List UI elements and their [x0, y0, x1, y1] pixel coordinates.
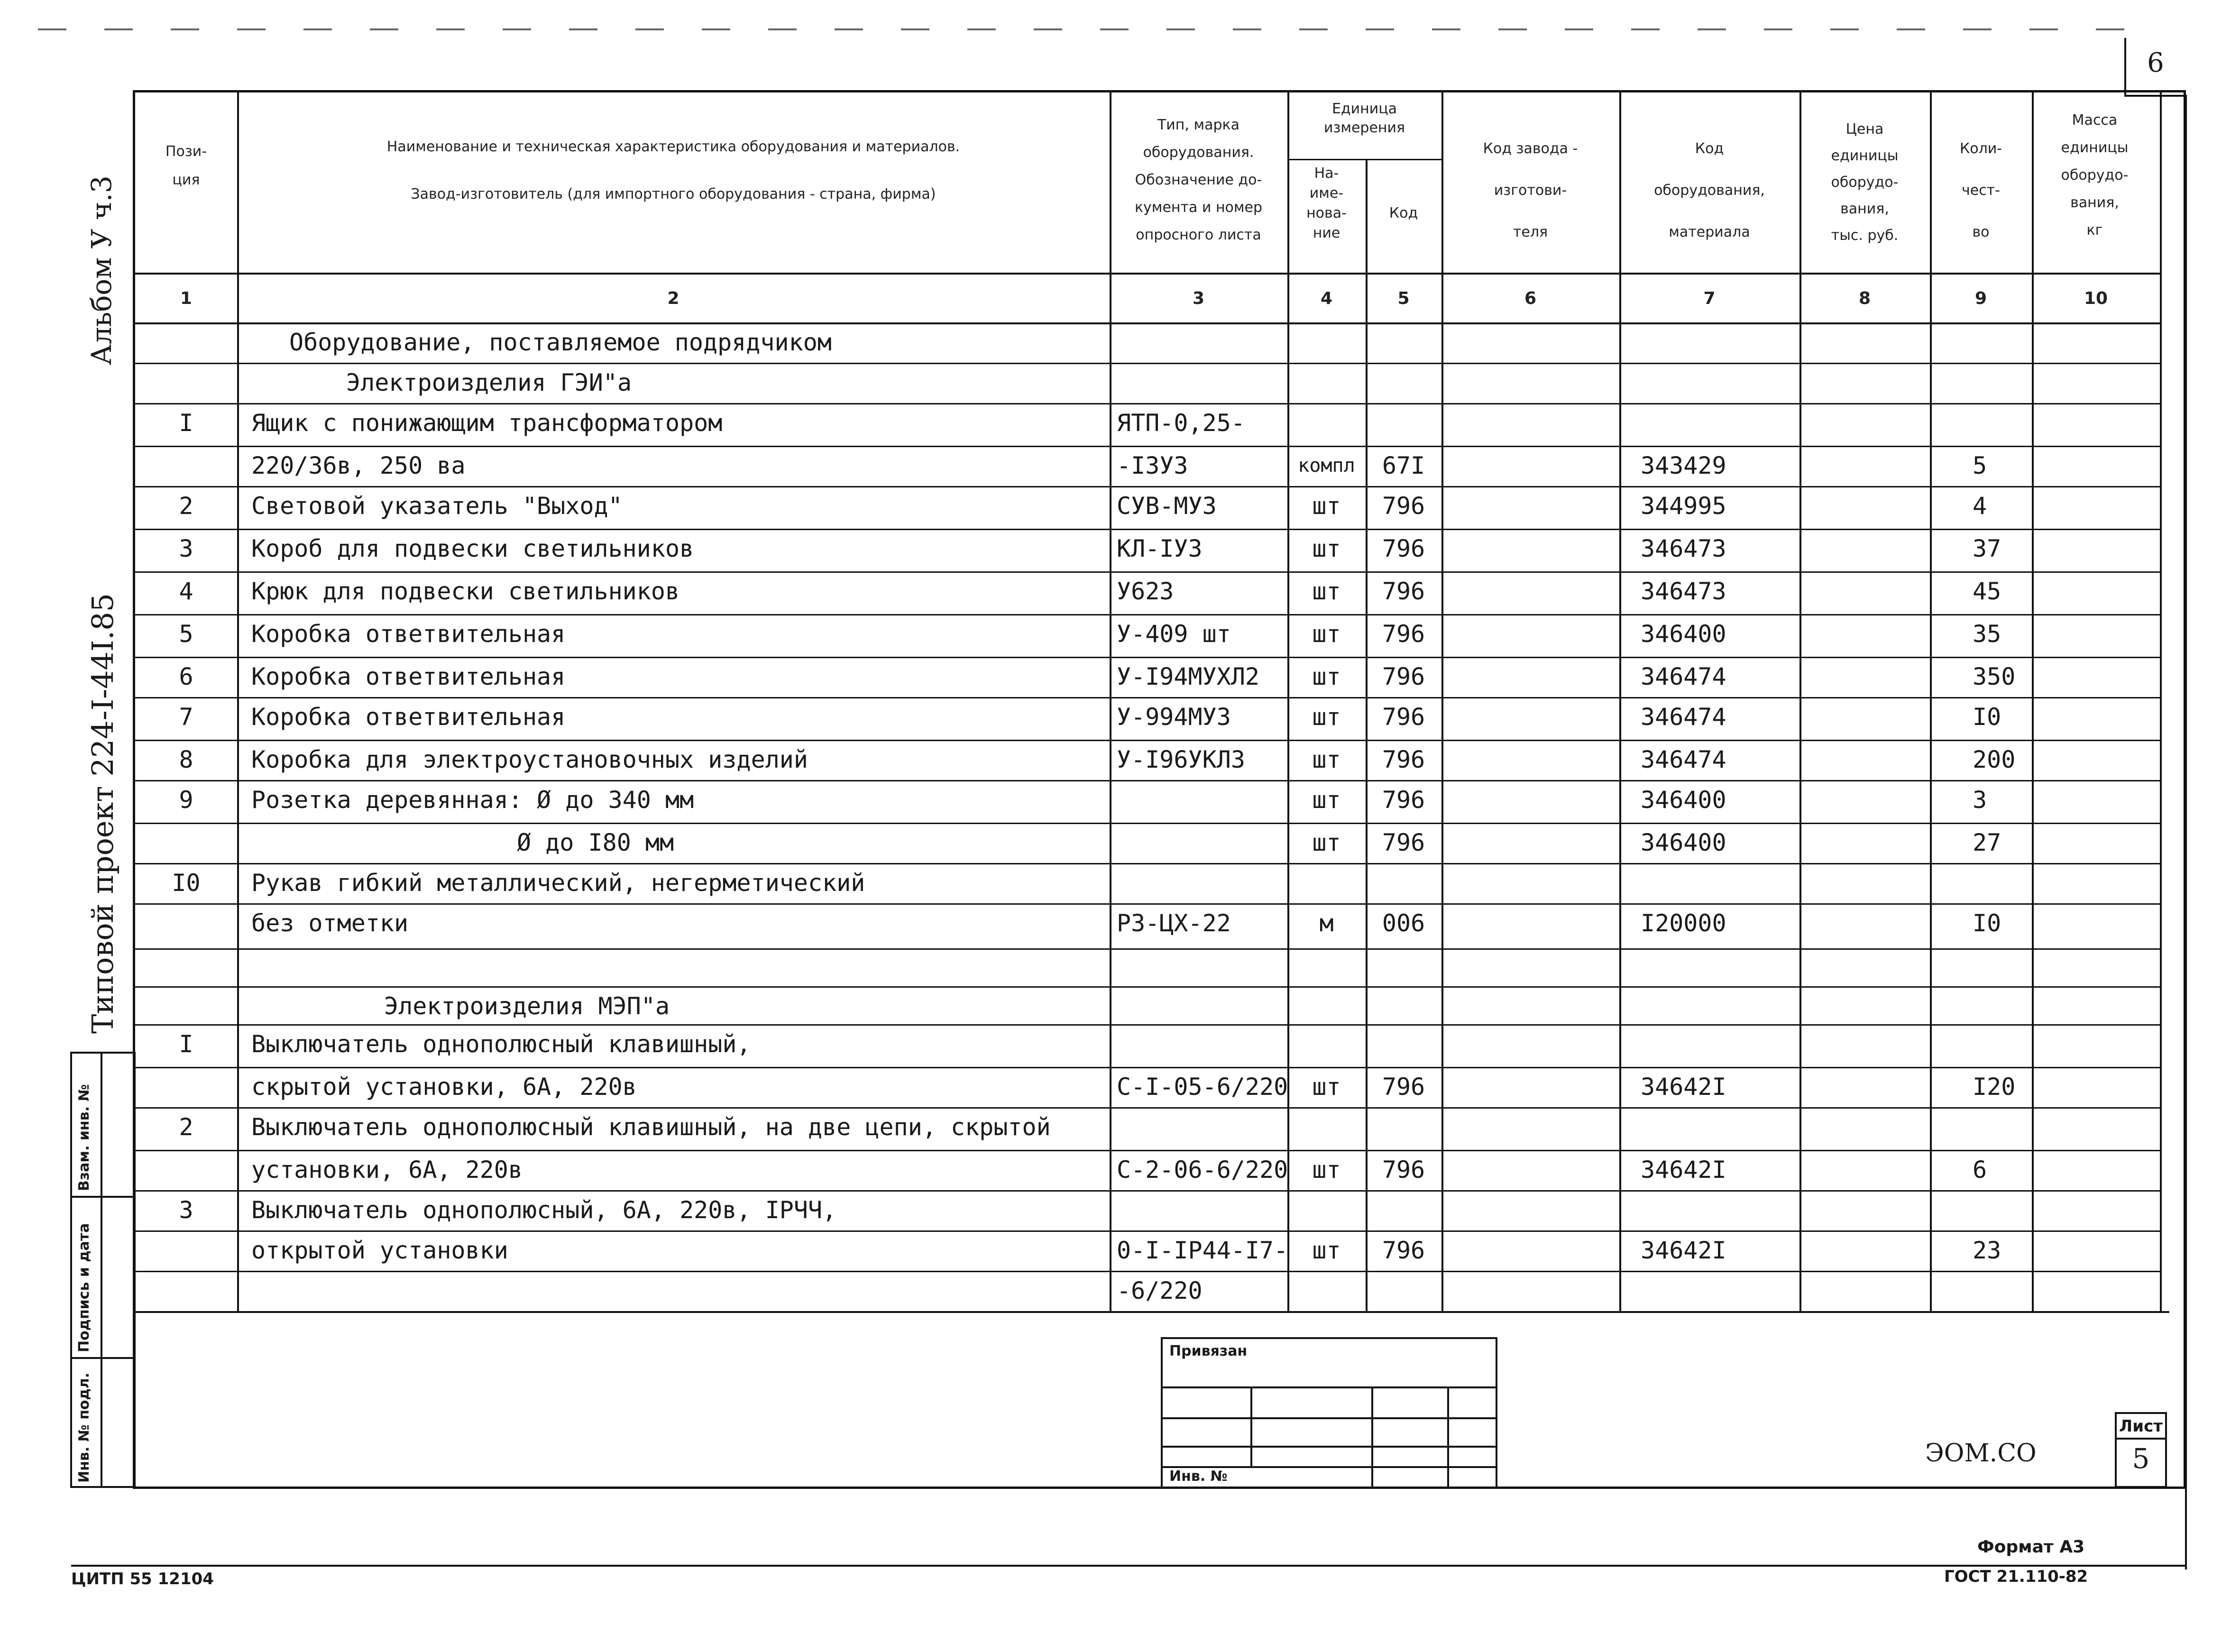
stamp-label-vzam: Взам. инв. №: [76, 1084, 92, 1191]
row-6-type: У623: [1117, 578, 1174, 605]
column-number: 2: [667, 289, 679, 308]
left-stamp-strip: [70, 1052, 136, 1488]
row-11-pos: 9: [179, 786, 193, 814]
row-20-qty: 6: [1973, 1156, 1987, 1184]
table-rule: [135, 322, 2160, 324]
row-rule: [135, 863, 2160, 864]
table-bottom-rule: [135, 1311, 2169, 1313]
row-rule: [135, 903, 2160, 905]
inv-no-label: Инв. №: [1169, 1468, 1228, 1485]
row-9-name: Коробка ответвительная: [251, 703, 566, 731]
header-col5: Код: [1389, 205, 1418, 221]
header-col2-line1: Наименование и техническая характеристика оборудования и материалов.: [386, 138, 960, 155]
row-3-unit: компл: [1298, 455, 1355, 477]
row-4-unit: шт: [1312, 492, 1341, 520]
row-22-code: 796: [1382, 1237, 1425, 1264]
row-5-name: Короб для подвески светильников: [251, 535, 694, 562]
header-col8: Цена единицы оборудо- вания, тыс. руб.: [1831, 121, 1899, 244]
row-20-name: установки, 6А, 220в: [251, 1156, 523, 1184]
row-7-equip: 346400: [1641, 620, 1726, 648]
column-rule: [1441, 90, 1443, 1311]
column-number: 5: [1397, 289, 1410, 308]
row-10-type: У-I96УКЛ3: [1117, 746, 1245, 773]
row-8-pos: 6: [179, 663, 193, 690]
privyazan-stamp: [1161, 1337, 1497, 1489]
row-4-type: СУВ-МУ3: [1117, 492, 1217, 520]
column-number: 1: [180, 289, 193, 308]
row-17-pos: I: [179, 1030, 193, 1058]
stamp-label-podpis: Подпись и дата: [76, 1223, 92, 1352]
row-6-code: 796: [1382, 578, 1425, 605]
row-rule: [135, 1230, 2160, 1232]
row-12-unit: шт: [1312, 829, 1341, 856]
row-5-equip: 346473: [1641, 535, 1726, 562]
row-2-pos: I: [179, 409, 193, 437]
row-12-code: 796: [1382, 829, 1425, 856]
unit-group-rule: [1287, 159, 1441, 160]
row-19-name: Выключатель однополюсный клавишный, на две цепи, скрытой: [251, 1113, 1051, 1141]
row-1-name: Электроизделия ГЭИ"а: [346, 369, 632, 396]
header-col2-line2: Завод-изготовитель (для импортного оборудования - страна, фирма): [411, 186, 936, 202]
row-20-type: С-2-06-6/220: [1117, 1156, 1288, 1184]
column-rule: [2032, 90, 2034, 1311]
row-9-unit: шт: [1312, 703, 1341, 731]
row-rule: [135, 1024, 2160, 1026]
column-number: 4: [1320, 289, 1333, 308]
row-10-code: 796: [1382, 746, 1425, 773]
row-22-type: 0-I-IР44-I7-: [1117, 1237, 1288, 1264]
row-10-unit: шт: [1312, 746, 1341, 773]
row-rule: [135, 446, 2160, 447]
row-rule: [135, 780, 2160, 781]
row-20-code: 796: [1382, 1156, 1425, 1184]
header-col6: Код завода - изготови- теля: [1483, 140, 1578, 240]
row-20-unit: шт: [1312, 1156, 1341, 1184]
row-9-pos: 7: [179, 703, 193, 731]
row-9-qty: I0: [1973, 703, 2001, 731]
row-6-equip: 346473: [1641, 578, 1726, 605]
row-5-code: 796: [1382, 535, 1425, 562]
row-7-unit: шт: [1312, 620, 1341, 648]
column-number: 10: [2084, 289, 2108, 308]
row-8-type: У-I94МУХЛ2: [1117, 663, 1260, 690]
column-number: 6: [1524, 289, 1537, 308]
row-18-code: 796: [1382, 1073, 1425, 1101]
row-12-qty: 27: [1973, 829, 2001, 856]
column-rule: [237, 90, 239, 1311]
row-rule: [135, 740, 2160, 741]
row-14-name: без отметки: [251, 909, 409, 937]
row-11-qty: 3: [1973, 786, 1987, 814]
column-rule: [1287, 90, 1289, 1311]
row-18-name: скрытой установки, 6А, 220в: [251, 1073, 637, 1101]
row-5-pos: 3: [179, 535, 193, 562]
row-rule: [135, 657, 2160, 658]
row-17-name: Выключатель однополюсный клавишный,: [251, 1030, 751, 1058]
row-11-equip: 346400: [1641, 786, 1726, 814]
row-3-qty: 5: [1973, 452, 1987, 479]
row-11-name: Розетка деревянная: Ø до 340 мм: [251, 786, 694, 814]
row-9-code: 796: [1382, 703, 1425, 731]
row-7-name: Коробка ответвительная: [251, 620, 566, 648]
row-9-type: У-994МУ3: [1117, 703, 1231, 731]
row-rule: [135, 1190, 2160, 1192]
header-col9: Коли- чест- во: [1959, 140, 2002, 240]
privyazan-label: Привязан: [1169, 1343, 1248, 1359]
stamp-label-inv-podl: Инв. № подл.: [76, 1372, 92, 1483]
column-rule: [1110, 90, 1111, 1311]
table-rule: [135, 273, 2160, 275]
row-7-type: У-409 шт: [1117, 620, 1231, 648]
sheet-label: Лист: [2119, 1417, 2163, 1436]
row-8-equip: 346474: [1641, 663, 1726, 690]
row-11-unit: шт: [1312, 786, 1341, 814]
row-3-name: 220/36в, 250 ва: [251, 452, 466, 479]
header-col7: Код оборудования, материала: [1654, 140, 1765, 240]
footer-gost: ГОСТ 21.110-82: [1944, 1567, 2088, 1586]
row-14-equip: I20000: [1641, 909, 1726, 937]
row-4-equip: 344995: [1641, 492, 1726, 520]
row-3-equip: 343429: [1641, 452, 1726, 479]
row-rule: [135, 1271, 2160, 1272]
header-col4: На- име- нова- ние: [1306, 165, 1347, 241]
row-rule: [135, 1107, 2160, 1109]
row-3-code: 67I: [1382, 452, 1425, 479]
row-rule: [135, 571, 2160, 573]
row-10-name: Коробка для электроустановочных изделий: [251, 746, 808, 773]
row-12-equip: 346400: [1641, 829, 1726, 856]
row-18-unit: шт: [1312, 1073, 1341, 1101]
row-8-unit: шт: [1312, 663, 1341, 690]
row-5-qty: 37: [1973, 535, 2001, 562]
row-6-unit: шт: [1312, 578, 1341, 605]
row-6-pos: 4: [179, 578, 193, 605]
footer-left: ЦИТП 55 12104: [71, 1569, 214, 1588]
row-rule: [135, 403, 2160, 404]
page-number-box: [2124, 38, 2185, 97]
row-rule: [135, 614, 2160, 615]
row-8-qty: 350: [1973, 663, 2016, 690]
row-8-name: Коробка ответвительная: [251, 663, 566, 690]
row-7-qty: 35: [1973, 620, 2001, 648]
row-16-name: Электроизделия МЭП"а: [384, 992, 670, 1020]
row-0-name: Оборудование, поставляемое подрядчиком: [289, 329, 832, 356]
document-code: ЭОМ.СО: [1925, 1439, 2037, 1468]
project-label: Типовой проект 224-I-44I.85: [85, 593, 120, 1034]
column-rule: [1799, 90, 1801, 1311]
row-8-code: 796: [1382, 663, 1425, 690]
row-rule: [135, 1067, 2160, 1068]
column-rule: [1930, 90, 1932, 1311]
row-18-qty: I20: [1973, 1073, 2016, 1101]
row-21-name: Выключатель однополюсный, 6А, 220в, IРЧЧ,: [251, 1196, 837, 1224]
column-rule: [2160, 90, 2162, 1311]
row-rule: [135, 986, 2160, 988]
row-10-pos: 8: [179, 746, 193, 773]
column-number: 8: [1858, 289, 1871, 308]
row-10-qty: 200: [1973, 746, 2016, 773]
column-rule: [1366, 159, 1368, 1311]
row-6-qty: 45: [1973, 578, 2001, 605]
row-rule: [135, 823, 2160, 824]
album-label: Альбом У ч.3: [85, 175, 118, 365]
row-22-unit: шт: [1312, 1237, 1341, 1264]
row-11-code: 796: [1382, 786, 1425, 814]
row-14-qty: I0: [1973, 909, 2001, 937]
row-6-name: Крюк для подвески светильников: [251, 578, 680, 605]
row-13-pos: I0: [172, 869, 201, 897]
row-3-type: -I3У3: [1117, 452, 1188, 479]
scan-artifact-line: [38, 28, 2124, 30]
row-14-unit: м: [1319, 909, 1334, 937]
row-4-code: 796: [1382, 492, 1425, 520]
row-22-qty: 23: [1973, 1237, 2001, 1264]
row-rule: [135, 1150, 2160, 1151]
row-14-type: Р3-ЦХ-22: [1117, 909, 1231, 937]
row-rule: [135, 697, 2160, 698]
row-rule: [135, 948, 2160, 950]
row-22-equip: 34642I: [1641, 1237, 1726, 1264]
row-4-pos: 2: [179, 492, 193, 520]
row-4-name: Световой указатель "Выход": [251, 492, 623, 520]
row-7-code: 796: [1382, 620, 1425, 648]
footer-format: Формат А3: [1977, 1537, 2085, 1557]
row-rule: [135, 486, 2160, 487]
row-rule: [135, 529, 2160, 530]
row-14-code: 006: [1382, 909, 1425, 937]
header-col1: Пози- ция: [165, 143, 207, 188]
row-2-name: Ящик с понижающим трансформатором: [251, 409, 723, 437]
row-7-pos: 5: [179, 620, 193, 648]
header-col3: Тип, марка оборудования. Обозначение до- кумента и номер опросного листа: [1134, 117, 1263, 243]
row-9-equip: 346474: [1641, 703, 1726, 731]
row-rule: [135, 363, 2160, 364]
row-18-equip: 34642I: [1641, 1073, 1726, 1101]
row-5-unit: шт: [1312, 535, 1341, 562]
sheet-box: [2115, 1412, 2167, 1488]
column-number: 3: [1192, 289, 1205, 308]
sheet-number: 5: [2132, 1442, 2150, 1475]
header-col45-group: Единица измерения: [1323, 101, 1405, 136]
row-12-name: Ø до I80 мм: [517, 829, 674, 856]
row-23-type: -6/220: [1117, 1277, 1203, 1304]
header-col10: Масса единицы оборудо- вания, кг: [2061, 112, 2129, 239]
row-5-type: КЛ-IУ3: [1117, 535, 1203, 562]
row-10-equip: 346474: [1641, 746, 1726, 773]
row-4-qty: 4: [1973, 492, 1987, 520]
column-number: 9: [1974, 289, 1987, 308]
row-13-name: Рукав гибкий металлический, негерметический: [251, 869, 865, 897]
row-18-type: С-I-05-6/220: [1117, 1073, 1288, 1101]
row-19-pos: 2: [179, 1113, 193, 1141]
row-20-equip: 34642I: [1641, 1156, 1726, 1184]
row-2-type: ЯТП-0,25-: [1117, 409, 1245, 437]
column-rule: [1619, 90, 1621, 1311]
column-number: 7: [1703, 289, 1716, 308]
page-number: 6: [2147, 47, 2164, 78]
row-21-pos: 3: [179, 1196, 193, 1224]
row-22-name: открытой установки: [251, 1237, 508, 1264]
